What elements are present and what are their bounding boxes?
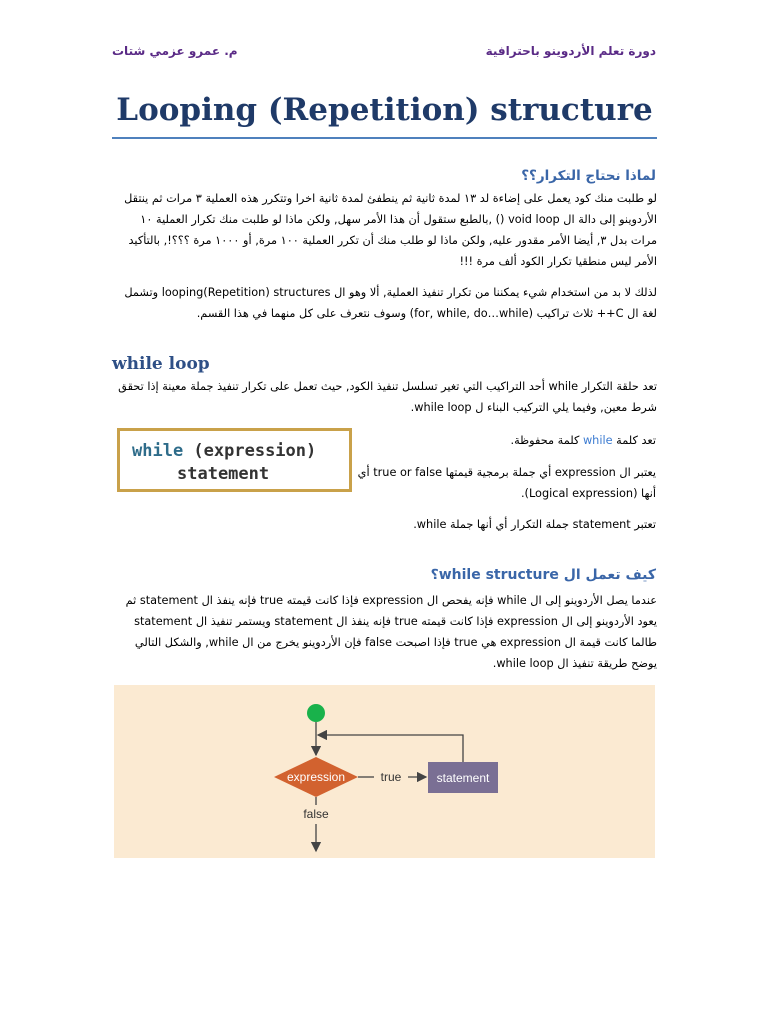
flowchart-svg (114, 685, 655, 858)
while-syntax-box (117, 428, 352, 492)
page-title: Looping (Repetition) structure (116, 92, 653, 128)
expression-note: يعتبر ال expression أي جملة برمجية قيمتها true or false أي أنها (Logical expression). (357, 466, 656, 500)
syntax-expression: (expression) (183, 441, 317, 461)
repetition-structures-paragraph: لذلك لا بد من استخدام شيء يمكننا من تكرار تنفيذ العملية, ألا وهو ال looping(Repetition) structures وتشمل لغة ال C++ ثلاث تراكيب (for, while, do…while) وسوف نتعرف على كل منهما في هذا القسم. (124, 286, 657, 320)
how-while-works-heading: كيف تعمل ال while structure؟ (430, 567, 656, 583)
title-divider (112, 137, 657, 139)
while-flowchart (114, 685, 655, 858)
false-label: false (303, 807, 329, 821)
how-while-works-paragraph: عندما يصل الأردوينو إلى ال while فإنه يفحص ال expression فإذا كانت قيمته true فإنه ينفذ ال statement ثم يعود الأردوينو إلى ال expression فإذا كانت قيمته true فإنه ينفذ ال statement ويستمر تنفيذ ال statement طالما كانت قيمة ال expression هي true فإذا اصبحت false فإن الأردوينو يخرج من ال while, والشكل التالي يوضح طريقة تنفيذ ال while loop. (125, 594, 657, 670)
syntax-statement: statement (177, 464, 270, 484)
reserved-word-note (356, 430, 656, 451)
author-name: م. عمرو عزمي شتات (112, 44, 238, 58)
start-node (307, 704, 325, 722)
why-loops-heading: لماذا نحتاج التكرار؟؟ (521, 168, 656, 184)
note-text-pre: تعد كلمة (612, 434, 656, 447)
course-title: دورة تعلم الأردوينو باحترافية (485, 44, 656, 58)
statement-note: تعتبر statement جملة التكرار أي أنها جملة while. (413, 518, 656, 531)
loop-back-arrow (318, 735, 463, 762)
decision-label: expression (286, 770, 346, 784)
note-text-post: كلمة محفوظة. (510, 434, 583, 447)
while-keyword: while (132, 441, 184, 461)
note-keyword: while (582, 434, 613, 447)
while-loop-paragraph: تعد حلقة التكرار while أحد التراكيب التي تغير تسلسل تنفيذ الكود, حيث تعمل على تكرار تنفيذ جملة معينة إذا تحقق شرط معين, وفيما يلي التركيب البناء ل while loop. (118, 380, 657, 414)
statement-label: statement (436, 771, 490, 785)
while-loop-heading: while loop (112, 354, 210, 374)
syntax-line-1 (132, 440, 349, 463)
true-label: true (380, 770, 402, 784)
why-loops-paragraph: لو طلبت منك كود يعمل على إضاءة لد ١٣ لمدة ثانية ثم ينطفئ لمدة ثانية اخرا وتتكرر هذه العملية ٣ مرات ثم ينتقل الأردوينو إلى دالة ال void loop () ,بالطبع ستقول أن هذا الأمر سهل, ولكن ماذا لو طلبت منك تكرار العملية ١٠ مرات بدل ٣, أيضا الأمر مقدور عليه, ولكن ماذا لو طلب منك أن تكرر العملية ١٠٠ مرة, أو ١٠٠٠ مرة ؟؟؟!, بالتأكيد الأمر ليس منطقيا تكرار الكود ألف مرة !!! (124, 192, 657, 268)
